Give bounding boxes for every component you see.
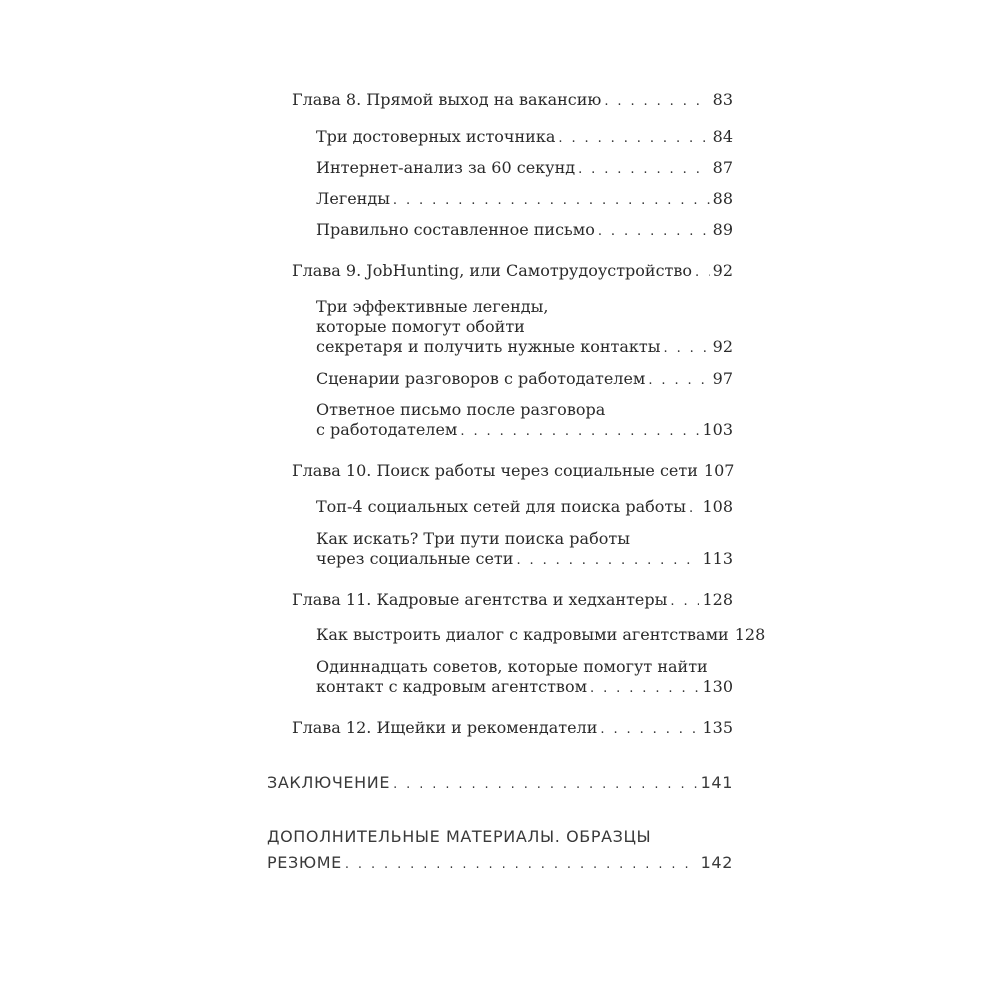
toc-page-number: 128 [734, 625, 766, 644]
toc-entry-chapter-10 [292, 461, 733, 483]
leader-dots [516, 551, 699, 571]
leader-dots [590, 679, 699, 699]
toc-entry-section [316, 127, 733, 149]
toc-title-line: Три эффективные легенды, [316, 297, 549, 316]
leader-dots [345, 852, 698, 878]
toc-title: Правильно составленное письмо [316, 220, 595, 239]
toc-title-line: ДОПОЛНИТЕЛЬНЫЕ МАТЕРИАЛЫ. ОБРАЗЦЫ [267, 827, 652, 846]
toc-entry-chapter-8 [292, 90, 733, 112]
toc-title: Топ-4 социальных сетей для поиска работы [316, 497, 686, 516]
toc-page-number: 83 [712, 90, 733, 109]
toc-entry-section [316, 657, 733, 699]
toc-title: Глава 8. Прямой выход на вакансию [292, 90, 602, 109]
toc-page-number: 113 [702, 549, 733, 568]
toc-entry-chapter-12 [292, 718, 733, 740]
toc-entry-section [316, 220, 733, 242]
leader-dots [598, 222, 710, 242]
toc-page-number: 128 [702, 590, 733, 609]
toc-page-number: 88 [712, 189, 733, 208]
leader-dots [460, 422, 699, 442]
toc-page-number: 141 [700, 773, 733, 792]
toc-title: Глава 11. Кадровые агентства и хедхантеры [292, 590, 668, 609]
toc-entry-section [316, 189, 733, 211]
toc-title-line: которые помогут обойти [316, 317, 525, 336]
toc-title: контакт с кадровым агентством [316, 677, 588, 696]
toc-entry-section [316, 297, 733, 359]
leader-dots [558, 129, 709, 149]
leader-dots [600, 720, 699, 740]
toc-page-number: 135 [702, 718, 733, 737]
toc-page-number: 108 [702, 497, 733, 516]
leader-dots [689, 499, 699, 519]
toc-title: секретаря и получить нужные контакты [316, 337, 661, 356]
toc-title: через социальные сети [316, 549, 514, 568]
leader-dots [664, 339, 710, 359]
toc-entry-chapter-9 [292, 261, 733, 283]
toc-title-line: Как искать? Три пути поиска работы [316, 529, 630, 548]
toc-title: ЗАКЛЮЧЕНИЕ [267, 773, 391, 792]
toc-entry-chapter-11 [292, 590, 733, 612]
toc-page-number: 97 [712, 369, 733, 388]
toc-page-number: 107 [703, 461, 735, 480]
toc-page-number: 87 [712, 158, 733, 177]
toc-title: Интернет-анализ за 60 секунд [316, 158, 576, 177]
toc-page-number: 84 [712, 127, 733, 146]
toc-title: Глава 12. Ищейки и рекомендатели [292, 718, 598, 737]
leader-dots [695, 263, 710, 283]
toc-page-number: 103 [702, 420, 733, 439]
leader-dots [393, 191, 710, 211]
toc-title: Три достоверных источника [316, 127, 556, 146]
toc-page-number: 89 [712, 220, 733, 239]
toc-entry-section [316, 497, 733, 519]
toc-entry-section [316, 625, 766, 647]
toc-page-number: 92 [712, 261, 733, 280]
leader-dots [578, 160, 710, 180]
toc-entry-section [316, 400, 733, 442]
toc-entry-extra-materials [267, 824, 733, 878]
toc-page-number: 142 [700, 853, 733, 872]
toc-title: с работодателем [316, 420, 458, 439]
toc-title-line: Ответное письмо после разговора [316, 400, 606, 419]
toc-entry-section [316, 369, 733, 391]
toc-title: РЕЗЮМЕ [267, 853, 342, 872]
leader-dots [604, 92, 709, 112]
toc-page-number: 130 [702, 677, 733, 696]
toc-title: Глава 9. JobHunting, или Самотрудоустройство [292, 261, 693, 280]
toc-title: Глава 10. Поиск работы через социальные сети [292, 461, 698, 480]
toc-entry-section [316, 158, 733, 180]
toc-page-number: 92 [712, 337, 733, 356]
toc-title: Легенды [316, 189, 390, 208]
toc-entry-section [316, 529, 733, 571]
toc-title: Сценарии разговоров с работодателем [316, 369, 646, 388]
toc-entry-conclusion [267, 770, 733, 798]
leader-dots [670, 592, 699, 612]
leader-dots [648, 371, 709, 391]
toc-title-line: Одиннадцать советов, которые помогут найти [316, 657, 708, 676]
toc-title: Как выстроить диалог с кадровыми агентствами [316, 625, 729, 644]
leader-dots [393, 772, 698, 798]
